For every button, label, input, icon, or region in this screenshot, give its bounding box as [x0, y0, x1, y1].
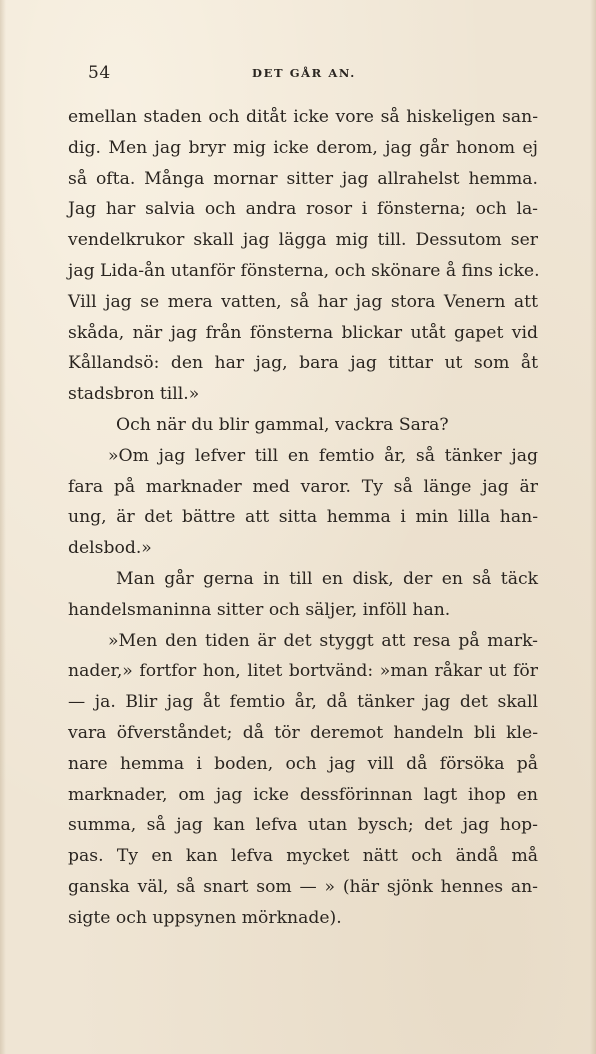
text-line: vendelkrukor skall jag lägga mig till. Dessutom ser [68, 230, 538, 251]
page-edge-left [0, 0, 6, 1054]
text-line: vara öfverståndet; då tör deremot handeln bli kle- [68, 722, 538, 743]
text-line: nare hemma i boden, och jag vill då försöka på [68, 753, 538, 774]
text-line: summa, så jag kan lefva utan bysch; det jag hop- [68, 815, 538, 836]
text-line: dig. Men jag bryr mig icke derom, jag går honom ej [68, 137, 538, 158]
paragraph-start-line: »Om jag lefver till en femtio år, så tänker jag [108, 445, 538, 466]
text-line: marknader, om jag icke dessförinnan lagt ihop en [68, 784, 538, 805]
page-number: 54 [88, 63, 111, 83]
text-line: delsbod.» [68, 538, 152, 559]
text-line: — ja. Blir jag åt femtio år, då tänker jag det skall [68, 692, 538, 713]
text-line: pas. Ty en kan lefva mycket nätt och ändå må [68, 846, 538, 867]
paragraph-start-line: Man går gerna in till en disk, der en så täck [116, 568, 538, 589]
text-line: Vill jag se mera vatten, så har jag stora Venern att [68, 291, 538, 312]
text-line: handelsmaninna sitter och säljer, inföll han. [68, 599, 451, 620]
running-head [88, 63, 540, 85]
text-line: emellan staden och ditåt icke vore så hiskeligen san- [68, 107, 538, 127]
text-line: Jag har salvia och andra rosor i fönsterna; och la- [68, 199, 538, 220]
text-line: fara på marknader med varor. Ty så länge jag är [68, 476, 538, 497]
page-edge-right [590, 0, 596, 1054]
text-line: Kållandsö: den har jag, bara jag tittar ut som åt [68, 353, 538, 374]
paragraph-start-line: Och när du blir gammal, vackra Sara? [116, 414, 449, 435]
text-line: jag Lida-ån utanför fönsterna, och skönare å fins icke. [68, 260, 540, 281]
running-title: DET GÅR AN. [252, 66, 356, 80]
text-line: så ofta. Många mornar sitter jag allrahelst hemma. [68, 168, 538, 189]
text-line: nader,» fortfor hon, litet bortvänd: »man råkar ut för [68, 661, 538, 682]
paragraph-start-line: »Men den tiden är det styggt att resa på mark- [108, 630, 538, 651]
text-line: skåda, när jag från fönsterna blickar utåt gapet vid [68, 322, 538, 343]
text-line: stadsbron till.» [68, 384, 200, 405]
text-line: ung, är det bättre att sitta hemma i min lilla han- [68, 507, 538, 528]
text-line: ganska väl, så snart som — » (här sjönk hennes an- [68, 876, 538, 897]
text-line: sigte och uppsynen mörknade). [68, 907, 342, 928]
body-text [68, 102, 538, 934]
